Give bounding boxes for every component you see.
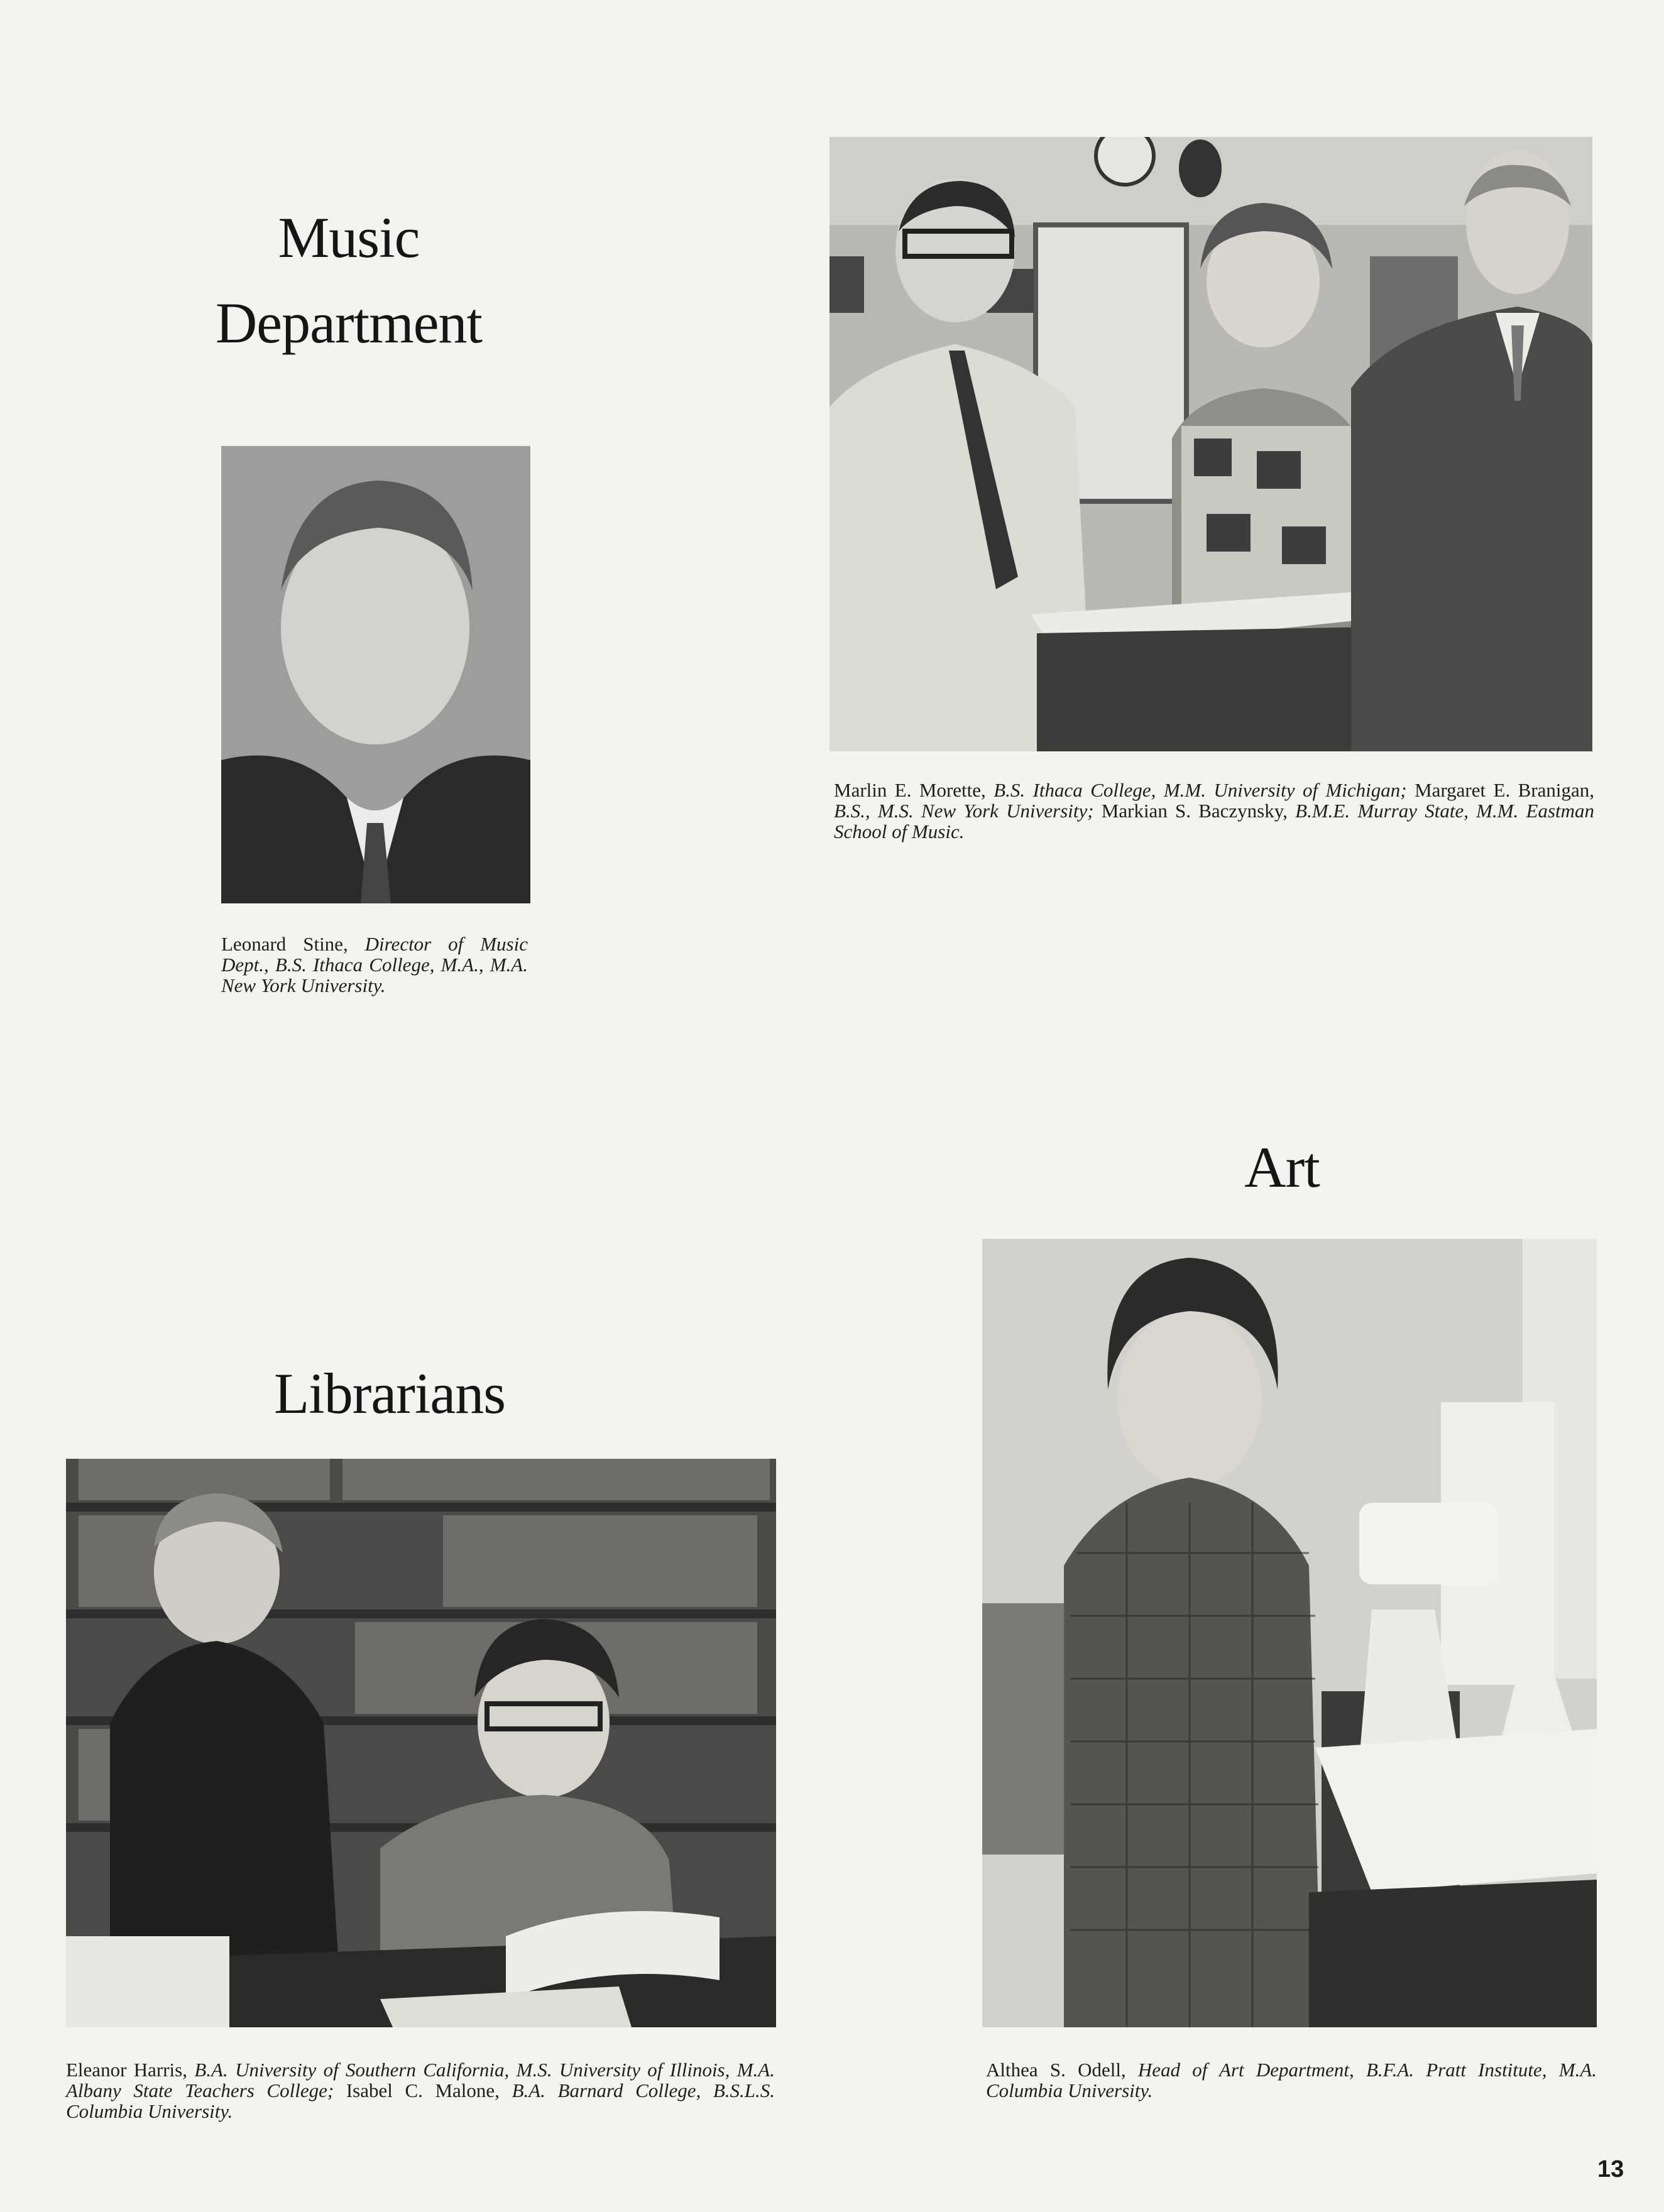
music-staff-photo [829, 137, 1592, 751]
leonard-stine-caption [221, 934, 528, 996]
caption-details: B.S. Ithaca College, M.M. University of Michigan; [993, 779, 1407, 801]
librarians-caption [66, 2059, 775, 2122]
caption-details: B.A. Barnard College, B.S.L.S. Columbia University. [66, 2079, 775, 2122]
caption-details: Head of Art Department, B.F.A. Pratt Institute, M.A. Columbia University. [986, 2059, 1597, 2101]
caption-name: Isabel C. Malone, [346, 2079, 500, 2101]
page-number: 13 [1597, 2156, 1624, 2182]
music-staff-caption [834, 780, 1594, 842]
art-heading: Art [1244, 1135, 1320, 1199]
music-department-heading: Music Department [215, 205, 483, 355]
caption-name: Althea S. Odell, [986, 2059, 1126, 2081]
caption-name: Margaret E. Branigan, [1415, 779, 1595, 801]
caption-details: B.A. University of Southern California, M.S. University of Illinois, M.A. Albany State Teachers College; [66, 2059, 775, 2101]
caption-details: B.M.E. Murray State, M.M. Eastman School of Music. [834, 800, 1595, 842]
caption-name: Leonard Stine, [221, 933, 348, 955]
art-photo [982, 1239, 1597, 2027]
caption-details: Director of Music Dept., B.S. Ithaca College, M.A., M.A. New York University. [221, 933, 528, 996]
caption-name: Markian S. Baczynsky, [1101, 800, 1288, 822]
librarians-heading: Librarians [273, 1361, 506, 1425]
caption-details: B.S., M.S. New York University; [834, 800, 1094, 822]
librarians-photo [66, 1459, 776, 2027]
art-caption [986, 2059, 1597, 2101]
leonard-stine-photo [221, 446, 530, 903]
caption-name: Eleanor Harris, [66, 2059, 187, 2081]
caption-name: Marlin E. Morette, [834, 779, 986, 801]
